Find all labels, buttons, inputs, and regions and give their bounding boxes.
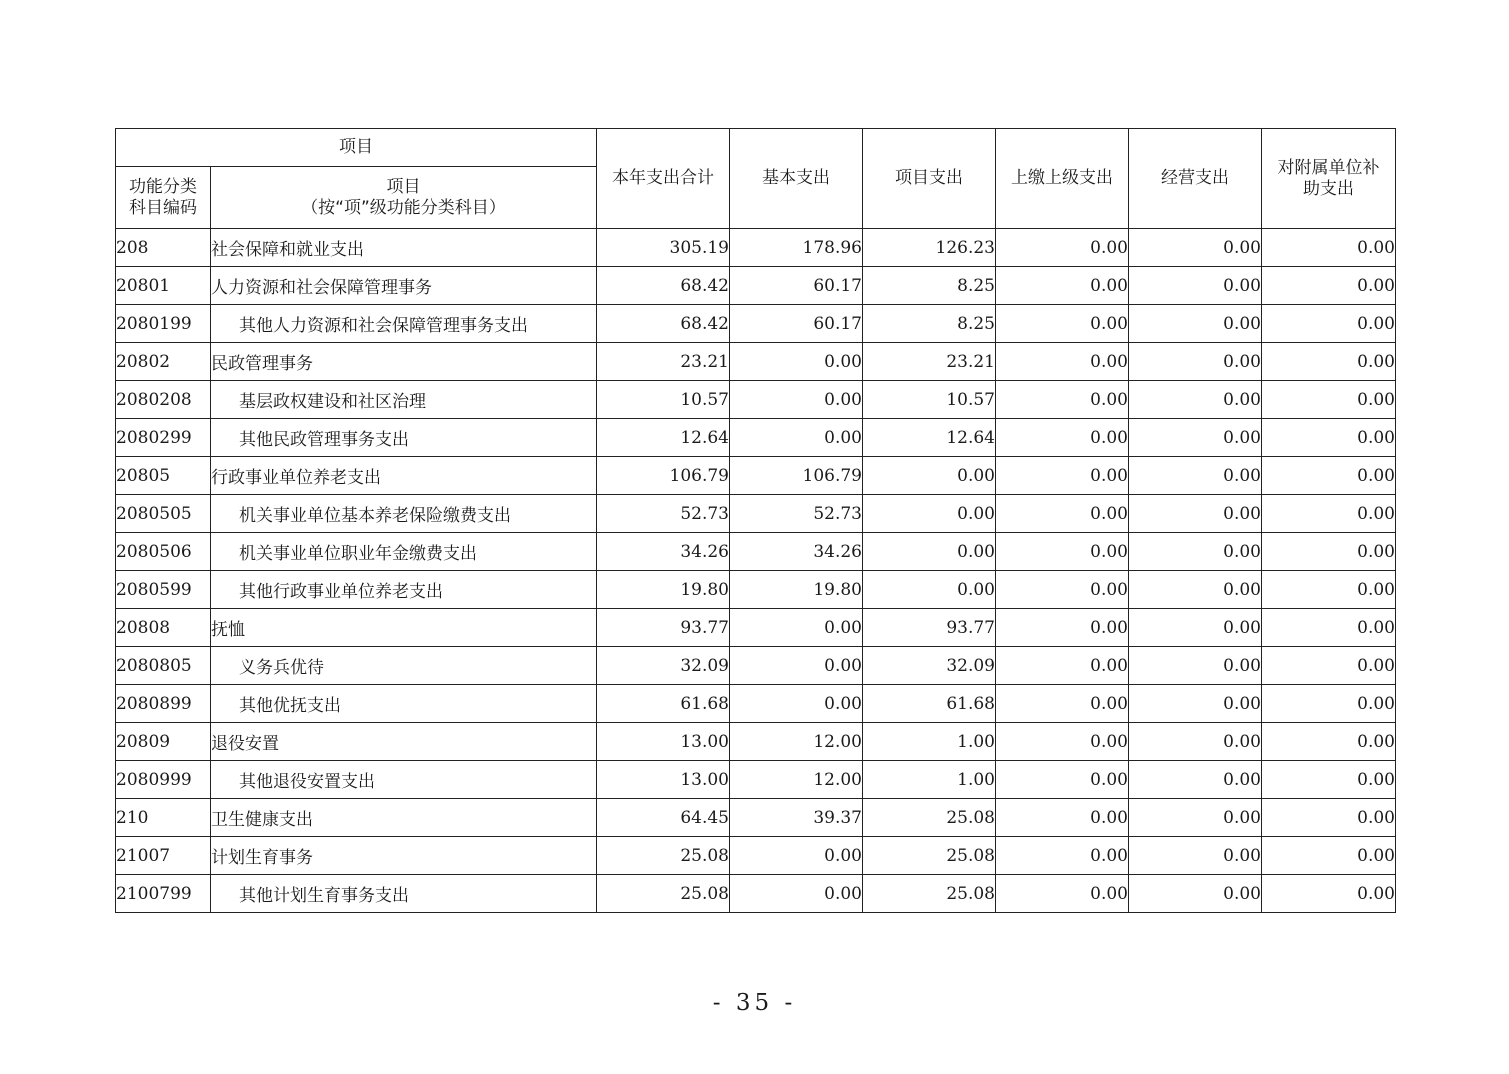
- table-row: [116, 685, 1396, 723]
- header-col-total: 本年支出合计: [597, 129, 730, 229]
- row-name: 其他优抚支出: [211, 685, 597, 723]
- row-name: 其他人力资源和社会保障管理事务支出: [211, 305, 597, 343]
- row-subsidy: 0.00: [1262, 305, 1396, 343]
- row-project: 0.00: [863, 495, 996, 533]
- row-business: 0.00: [1129, 609, 1262, 647]
- table-row: [116, 305, 1396, 343]
- row-business: 0.00: [1129, 229, 1262, 267]
- row-project: 32.09: [863, 647, 996, 685]
- row-remit-upper: 0.00: [996, 305, 1129, 343]
- row-total: 12.64: [597, 419, 730, 457]
- row-project: 25.08: [863, 875, 996, 913]
- row-basic: 19.80: [730, 571, 863, 609]
- row-code: 20809: [116, 723, 211, 761]
- row-total: 93.77: [597, 609, 730, 647]
- row-basic: 0.00: [730, 837, 863, 875]
- row-project: 12.64: [863, 419, 996, 457]
- row-code: 2080899: [116, 685, 211, 723]
- header-col-subsidy: 对附属单位补 助支出: [1262, 129, 1396, 229]
- table-row: [116, 343, 1396, 381]
- row-subsidy: 0.00: [1262, 799, 1396, 837]
- row-name: 义务兵优待: [211, 647, 597, 685]
- row-project: 1.00: [863, 761, 996, 799]
- table-row: [116, 761, 1396, 799]
- row-total: 34.26: [597, 533, 730, 571]
- row-name: 其他计划生育事务支出: [211, 875, 597, 913]
- row-business: 0.00: [1129, 305, 1262, 343]
- row-basic: 106.79: [730, 457, 863, 495]
- row-remit-upper: 0.00: [996, 533, 1129, 571]
- row-remit-upper: 0.00: [996, 495, 1129, 533]
- row-code: 2080599: [116, 571, 211, 609]
- header-col-project: 项目支出: [863, 129, 996, 229]
- row-total: 64.45: [597, 799, 730, 837]
- row-business: 0.00: [1129, 685, 1262, 723]
- header-item-group: 项目: [116, 129, 597, 167]
- table-row: [116, 571, 1396, 609]
- row-subsidy: 0.00: [1262, 609, 1396, 647]
- table-header: [116, 129, 1396, 229]
- row-project: 0.00: [863, 457, 996, 495]
- row-basic: 0.00: [730, 343, 863, 381]
- row-name: 其他退役安置支出: [211, 761, 597, 799]
- row-remit-upper: 0.00: [996, 761, 1129, 799]
- row-basic: 12.00: [730, 723, 863, 761]
- row-remit-upper: 0.00: [996, 381, 1129, 419]
- row-basic: 0.00: [730, 685, 863, 723]
- row-remit-upper: 0.00: [996, 343, 1129, 381]
- row-basic: 39.37: [730, 799, 863, 837]
- row-subsidy: 0.00: [1262, 723, 1396, 761]
- row-basic: 0.00: [730, 419, 863, 457]
- table-row: [116, 799, 1396, 837]
- row-name: 行政事业单位养老支出: [211, 457, 597, 495]
- row-total: 61.68: [597, 685, 730, 723]
- row-project: 8.25: [863, 267, 996, 305]
- row-code: 2080805: [116, 647, 211, 685]
- row-name: 机关事业单位基本养老保险缴费支出: [211, 495, 597, 533]
- row-business: 0.00: [1129, 837, 1262, 875]
- table-row: [116, 533, 1396, 571]
- row-basic: 60.17: [730, 267, 863, 305]
- row-name: 退役安置: [211, 723, 597, 761]
- row-total: 68.42: [597, 305, 730, 343]
- row-code: 2080299: [116, 419, 211, 457]
- header-col-basic: 基本支出: [730, 129, 863, 229]
- table-row: [116, 837, 1396, 875]
- row-subsidy: 0.00: [1262, 571, 1396, 609]
- row-business: 0.00: [1129, 381, 1262, 419]
- row-project: 126.23: [863, 229, 996, 267]
- row-project: 25.08: [863, 799, 996, 837]
- row-business: 0.00: [1129, 875, 1262, 913]
- row-project: 25.08: [863, 837, 996, 875]
- row-code: 2080506: [116, 533, 211, 571]
- header-name: 项目 （按“项”级功能分类科目）: [211, 167, 597, 229]
- row-business: 0.00: [1129, 799, 1262, 837]
- table-row: [116, 457, 1396, 495]
- row-subsidy: 0.00: [1262, 343, 1396, 381]
- header-col-remit-upper: 上缴上级支出: [996, 129, 1129, 229]
- row-project: 0.00: [863, 571, 996, 609]
- row-total: 25.08: [597, 837, 730, 875]
- header-col-business: 经营支出: [1129, 129, 1262, 229]
- row-subsidy: 0.00: [1262, 875, 1396, 913]
- row-basic: 60.17: [730, 305, 863, 343]
- row-business: 0.00: [1129, 647, 1262, 685]
- row-remit-upper: 0.00: [996, 267, 1129, 305]
- row-basic: 0.00: [730, 647, 863, 685]
- row-subsidy: 0.00: [1262, 647, 1396, 685]
- table-row: [116, 609, 1396, 647]
- row-subsidy: 0.00: [1262, 267, 1396, 305]
- row-business: 0.00: [1129, 533, 1262, 571]
- row-business: 0.00: [1129, 457, 1262, 495]
- row-business: 0.00: [1129, 419, 1262, 457]
- row-business: 0.00: [1129, 495, 1262, 533]
- table-row: [116, 419, 1396, 457]
- table-row: [116, 647, 1396, 685]
- row-total: 25.08: [597, 875, 730, 913]
- row-code: 20802: [116, 343, 211, 381]
- row-code: 210: [116, 799, 211, 837]
- row-total: 68.42: [597, 267, 730, 305]
- row-remit-upper: 0.00: [996, 571, 1129, 609]
- row-total: 305.19: [597, 229, 730, 267]
- row-subsidy: 0.00: [1262, 533, 1396, 571]
- row-remit-upper: 0.00: [996, 799, 1129, 837]
- row-code: 2100799: [116, 875, 211, 913]
- row-subsidy: 0.00: [1262, 495, 1396, 533]
- row-code: 20805: [116, 457, 211, 495]
- row-name: 抚恤: [211, 609, 597, 647]
- row-total: 13.00: [597, 761, 730, 799]
- row-total: 52.73: [597, 495, 730, 533]
- row-subsidy: 0.00: [1262, 837, 1396, 875]
- row-total: 32.09: [597, 647, 730, 685]
- row-code: 2080505: [116, 495, 211, 533]
- row-basic: 0.00: [730, 381, 863, 419]
- row-name: 其他行政事业单位养老支出: [211, 571, 597, 609]
- row-subsidy: 0.00: [1262, 419, 1396, 457]
- row-code: 21007: [116, 837, 211, 875]
- row-subsidy: 0.00: [1262, 685, 1396, 723]
- row-project: 93.77: [863, 609, 996, 647]
- row-remit-upper: 0.00: [996, 457, 1129, 495]
- row-subsidy: 0.00: [1262, 229, 1396, 267]
- row-code: 20808: [116, 609, 211, 647]
- row-basic: 52.73: [730, 495, 863, 533]
- row-basic: 0.00: [730, 609, 863, 647]
- row-subsidy: 0.00: [1262, 761, 1396, 799]
- row-subsidy: 0.00: [1262, 381, 1396, 419]
- row-code: 208: [116, 229, 211, 267]
- row-subsidy: 0.00: [1262, 457, 1396, 495]
- row-remit-upper: 0.00: [996, 837, 1129, 875]
- row-name: 民政管理事务: [211, 343, 597, 381]
- table-row: [116, 875, 1396, 913]
- header-code: 功能分类 科目编码: [116, 167, 211, 229]
- row-total: 23.21: [597, 343, 730, 381]
- row-remit-upper: 0.00: [996, 723, 1129, 761]
- table-row: [116, 723, 1396, 761]
- table-body: [116, 229, 1396, 913]
- expenditure-table: [115, 128, 1396, 913]
- table-row: [116, 381, 1396, 419]
- row-name: 人力资源和社会保障管理事务: [211, 267, 597, 305]
- row-basic: 12.00: [730, 761, 863, 799]
- row-business: 0.00: [1129, 571, 1262, 609]
- row-business: 0.00: [1129, 723, 1262, 761]
- row-total: 10.57: [597, 381, 730, 419]
- table-row: [116, 267, 1396, 305]
- row-name: 社会保障和就业支出: [211, 229, 597, 267]
- table-row: [116, 229, 1396, 267]
- row-project: 61.68: [863, 685, 996, 723]
- row-remit-upper: 0.00: [996, 647, 1129, 685]
- row-code: 2080199: [116, 305, 211, 343]
- row-remit-upper: 0.00: [996, 685, 1129, 723]
- row-name: 计划生育事务: [211, 837, 597, 875]
- row-code: 2080999: [116, 761, 211, 799]
- row-name: 机关事业单位职业年金缴费支出: [211, 533, 597, 571]
- row-total: 106.79: [597, 457, 730, 495]
- row-total: 13.00: [597, 723, 730, 761]
- row-name: 基层政权建设和社区治理: [211, 381, 597, 419]
- row-remit-upper: 0.00: [996, 609, 1129, 647]
- row-name: 其他民政管理事务支出: [211, 419, 597, 457]
- row-business: 0.00: [1129, 343, 1262, 381]
- row-business: 0.00: [1129, 761, 1262, 799]
- row-code: 20801: [116, 267, 211, 305]
- row-code: 2080208: [116, 381, 211, 419]
- page-number: - 35 -: [712, 990, 797, 1016]
- row-project: 8.25: [863, 305, 996, 343]
- row-remit-upper: 0.00: [996, 419, 1129, 457]
- row-remit-upper: 0.00: [996, 875, 1129, 913]
- row-business: 0.00: [1129, 267, 1262, 305]
- row-project: 1.00: [863, 723, 996, 761]
- table-row: [116, 495, 1396, 533]
- row-name: 卫生健康支出: [211, 799, 597, 837]
- row-project: 23.21: [863, 343, 996, 381]
- row-project: 10.57: [863, 381, 996, 419]
- row-basic: 0.00: [730, 875, 863, 913]
- row-total: 19.80: [597, 571, 730, 609]
- row-basic: 34.26: [730, 533, 863, 571]
- row-basic: 178.96: [730, 229, 863, 267]
- row-remit-upper: 0.00: [996, 229, 1129, 267]
- row-project: 0.00: [863, 533, 996, 571]
